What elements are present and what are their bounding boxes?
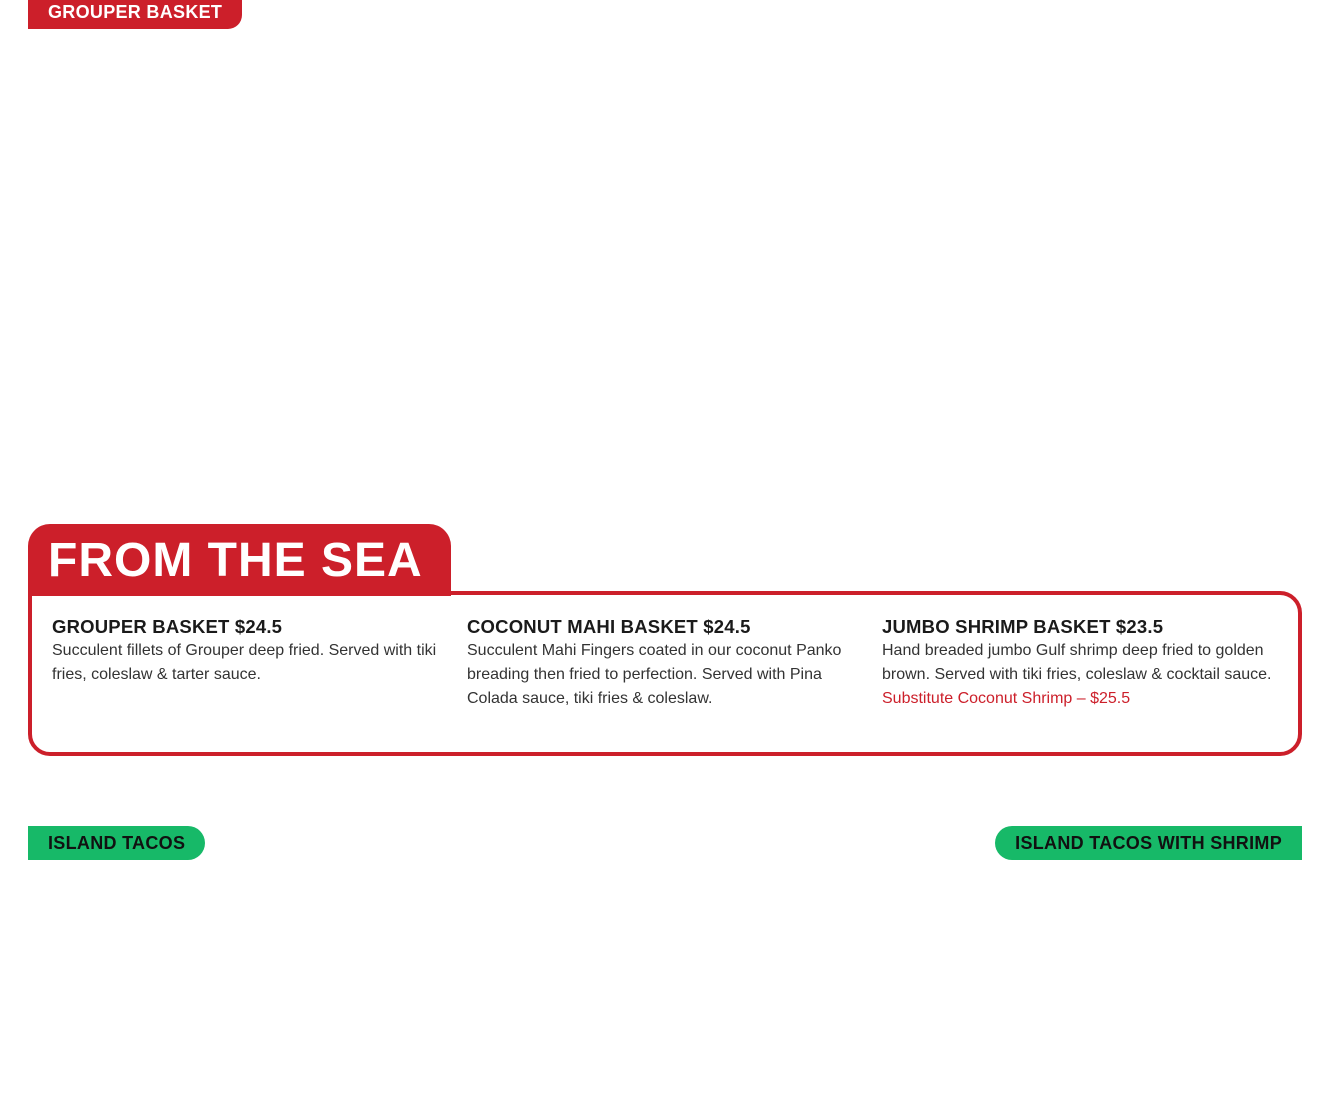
menu-item-substitution-note: Substitute Coconut Shrimp – $25.5 xyxy=(882,690,1131,707)
section-title: FROM THE SEA xyxy=(48,534,423,587)
menu-item-description: Succulent fillets of Grouper deep fried. Served with tiki fries, coleslaw & tarter sauce. xyxy=(52,642,437,683)
section-header xyxy=(28,524,451,596)
grouper-basket-tag-label: GROUPER BASKET xyxy=(48,2,223,22)
island-tacos-tag xyxy=(28,826,205,860)
menu-item-name: JUMBO SHRIMP BASKET $23.5 xyxy=(882,616,1164,637)
grouper-basket-tag xyxy=(28,0,242,29)
menu-item-name: GROUPER BASKET $24.5 xyxy=(52,616,283,637)
menu-item-jumbo-shrimp-basket xyxy=(882,615,1272,711)
island-tacos-tag-label: ISLAND TACOS xyxy=(48,832,186,853)
menu-item-grouper-basket xyxy=(52,615,442,687)
menu-box xyxy=(28,591,1302,756)
menu-item-coconut-mahi-basket xyxy=(467,615,857,711)
menu-item-description: Succulent Mahi Fingers coated in our coconut Panko breading then fried to perfection. Served with Pina Colada sauce, tiki fries & coleslaw. xyxy=(467,642,842,707)
island-tacos-shrimp-tag-label: ISLAND TACOS WITH SHRIMP xyxy=(1015,832,1282,853)
island-tacos-shrimp-tag xyxy=(995,826,1302,860)
menu-item-name: COCONUT MAHI BASKET $24.5 xyxy=(467,616,751,637)
menu-item-description: Hand breaded jumbo Gulf shrimp deep fried to golden brown. Served with tiki fries, coleslaw & cocktail sauce. xyxy=(882,642,1272,683)
